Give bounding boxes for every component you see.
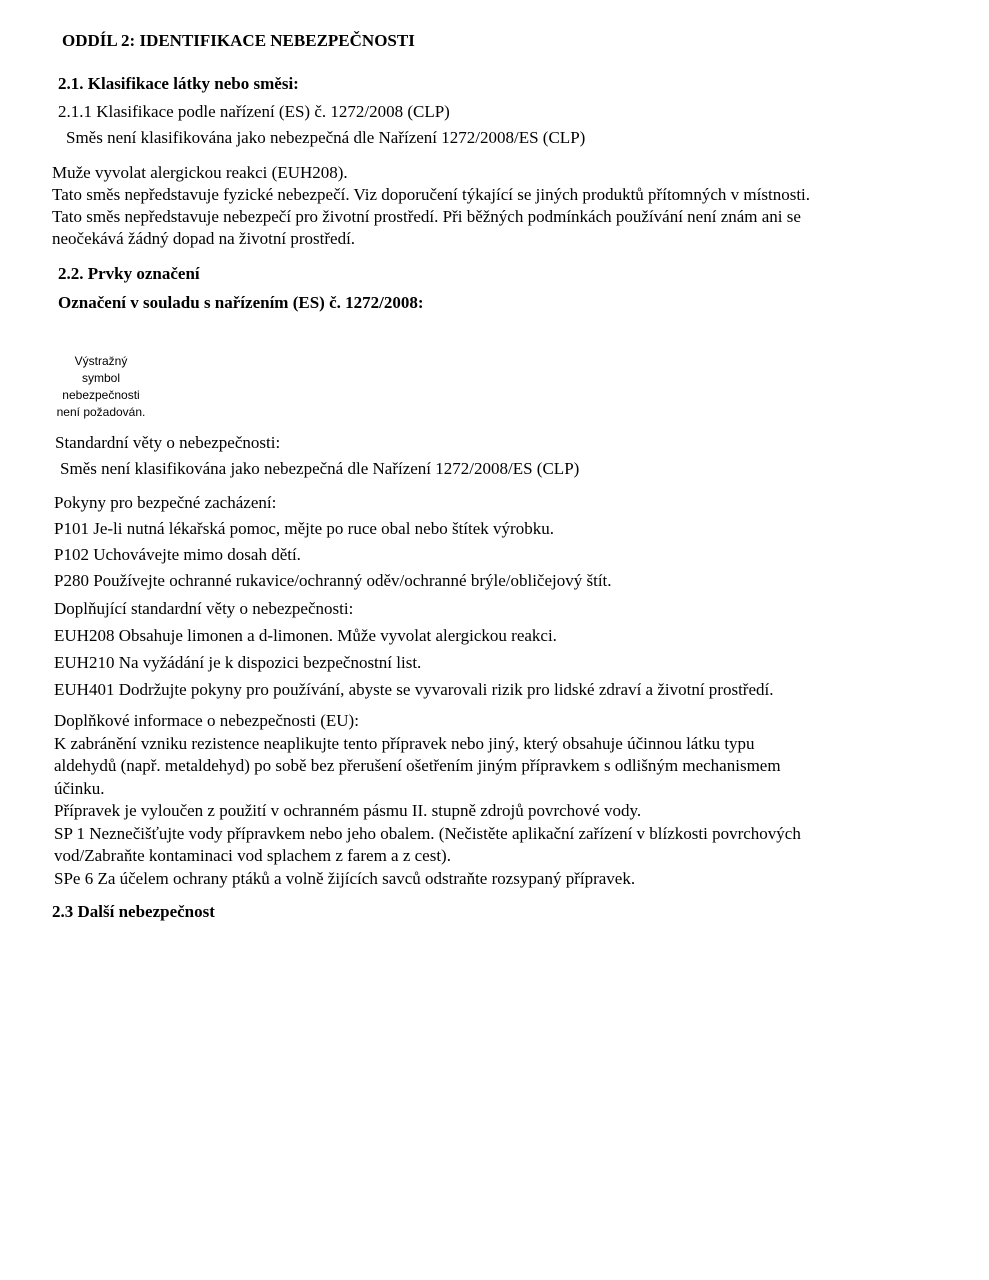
text-line: Tato směs nepředstavuje nebezpečí pro životní prostředí. Při běžných podmínkách používání není znám ani se	[52, 207, 801, 226]
text-line: K zabránění vzniku rezistence neaplikujte tento přípravek nebo jiný, který obsahuje účinnou látku typu	[54, 733, 755, 753]
supplemental-label: Doplňující standardní věty o nebezpečnosti:	[54, 599, 354, 618]
euh-statement: EUH401 Dodržujte pokyny pro používání, abyste se vyvarovali rizik pro lidské zdraví a životní prostředí.	[54, 680, 774, 699]
text-line: Výstražný	[74, 354, 128, 368]
precautionary-label: Pokyny pro bezpečné zacházení:	[54, 493, 277, 512]
hazard-statements-value: Směs není klasifikována jako nebezpečná dle Nařízení 1272/2008/ES (CLP)	[60, 459, 580, 478]
section-2-heading: ODDÍL 2: IDENTIFIKACE NEBEZPEČNOSTI	[62, 31, 415, 50]
additional-information-block	[54, 710, 944, 890]
p-statement: P102 Uchovávejte mimo dosah dětí.	[54, 545, 301, 564]
text-line: není požadován.	[56, 405, 146, 419]
hazard-statements-label: Standardní věty o nebezpečnosti:	[55, 433, 281, 452]
euh-statement: EUH210 Na vyžádání je k dispozici bezpečnostní list.	[54, 653, 422, 672]
precautionary-statements-block	[54, 492, 944, 592]
sp-statement: vod/Zabraňte kontaminaci vod splachem z farem a z cest).	[54, 846, 451, 865]
sp-statement: SP 1 Neznečišťujte vody přípravkem nebo jeho obalem. (Nečistěte aplikační zařízení v blízkosti povrchových	[54, 823, 801, 843]
p-statement: P280 Používejte ochranné rukavice/ochranný oděv/ochranné brýle/obličejový štít.	[54, 571, 612, 590]
text-line: nebezpečnosti	[62, 388, 140, 402]
text-line: neočekává žádný dopad na životní prostředí.	[52, 229, 356, 248]
text-line: aldehydů (např. metaldehyd) po sobě bez přerušení ošetřením jiným přípravkem s odlišným mechanismem	[54, 756, 781, 775]
supplemental-statements-block	[54, 598, 944, 701]
text-line: Muže vyvolat alergickou reakci (EUH208).	[52, 163, 348, 182]
subsection-2-2-heading: 2.2. Prvky označení	[58, 264, 200, 283]
supplemental-lines	[54, 625, 944, 701]
not-classified-statement: Směs není klasifikována jako nebezpečná dle Nařízení 1272/2008/ES (CLP)	[66, 128, 586, 147]
clp-classification-line: 2.1.1 Klasifikace podle nařízení (ES) č. 1272/2008 (CLP)	[58, 102, 450, 121]
subsection-2-3-heading: 2.3 Další nebezpečnost	[52, 902, 215, 921]
pictogram-not-required-note	[35, 353, 167, 421]
text-line: účinku.	[54, 778, 105, 798]
spe-statement: SPe 6 Za účelem ochrany ptáků a volně žijících savců odstraňte rozsypaný přípravek.	[54, 868, 636, 888]
labelling-heading: Označení v souladu s nařízením (ES) č. 1272/2008:	[58, 293, 424, 312]
text-line: Přípravek je vyloučen z použití v ochranném pásmu II. stupně zdrojů povrchové vody.	[54, 801, 642, 820]
precautionary-lines	[54, 518, 944, 592]
text-line: symbol	[81, 371, 120, 385]
p-statement: P101 Je-li nutná lékařská pomoc, mějte po ruce obal nebo štítek výrobku.	[54, 519, 554, 538]
subsection-2-1-heading: 2.1. Klasifikace látky nebo směsi:	[58, 74, 299, 93]
hazard-description-paragraph	[52, 162, 944, 250]
text-line: Tato směs nepředstavuje fyzické nebezpečí. Viz doporučení týkající se jiných produktů přítomných v místnosti.	[52, 185, 811, 204]
additional-label: Doplňkové informace o nebezpečnosti (EU):	[54, 711, 359, 730]
euh-statement: EUH208 Obsahuje limonen a d-limonen. Může vyvolat alergickou reakci.	[54, 626, 557, 645]
